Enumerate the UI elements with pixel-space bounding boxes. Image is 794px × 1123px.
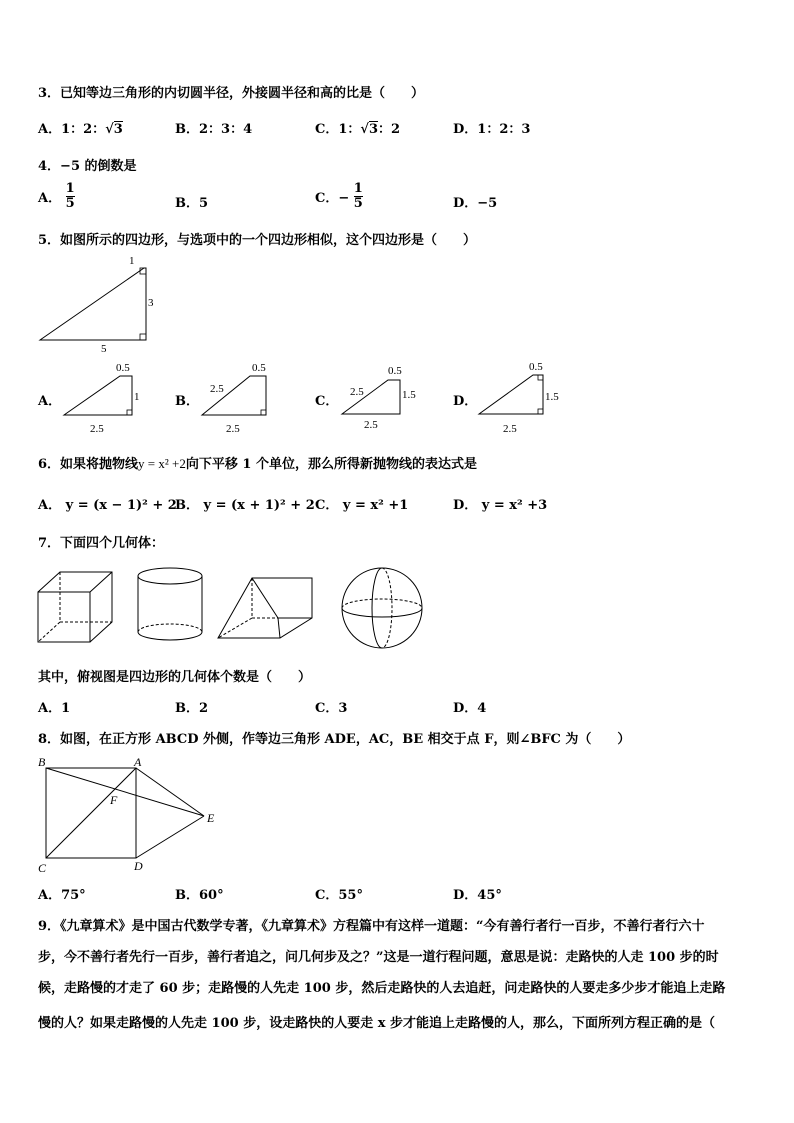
q5-b-top-label: 0.5 (252, 362, 266, 374)
q9-line-2: 步，今不善行者先行一百步，善行者追之，问几何步及之？”这是一道行程问题，意思是说：走路快的人走 100 步的时 (38, 950, 719, 965)
q8-option-d: D．45° (453, 888, 502, 903)
q6-option-d: D． y = x² +3 (453, 498, 548, 513)
point-d-label: D (134, 859, 143, 873)
q7-option-b: B．2 (175, 701, 209, 716)
q5-right-label: 3 (148, 297, 154, 309)
q3-option-c-post: ：2 (378, 122, 401, 137)
q4-stem: 4．−5 的倒数是 (38, 159, 137, 174)
q4-option-a-fraction (66, 182, 75, 211)
q5-a-top-label: 0.5 (116, 362, 130, 374)
q5-option-a-figure (60, 360, 150, 435)
q5-option-c-figure (338, 360, 438, 435)
q5-a-side-label: 1 (134, 391, 140, 403)
sqrt-icon: √ (105, 122, 114, 137)
q6-stem-pre: 6．如果将抛物线 (38, 457, 139, 472)
point-e-label: E (207, 811, 215, 825)
q4-option-a (38, 182, 75, 211)
cube-figure (36, 570, 116, 645)
q5-c-top-label: 0.5 (388, 365, 402, 377)
q3-option-d: D．1：2：3 (453, 122, 531, 137)
q7-option-d: D．4 (453, 701, 487, 716)
q3-option-a (38, 118, 123, 137)
q9-line-4: 慢的人？如果走路慢的人先走 100 步，设走路快的人要走 x 步才能追上走路慢的人，那么，下面所列方程正确的是（ (38, 1016, 715, 1031)
q5-option-d-label: D． (453, 394, 478, 409)
q3-stem: 3．已知等边三角形的内切圆半径，外接圆半径和高的比是（ ） (38, 86, 425, 101)
q5-option-c-label: C． (315, 394, 339, 409)
point-f-label: F (110, 793, 118, 807)
q7-question: 其中，俯视图是四边形的几何体个数是（ ） (38, 670, 312, 685)
q8-option-c: C．55° (315, 888, 363, 903)
q4-option-a-label: A． (38, 191, 62, 206)
q5-bottom-label: 5 (101, 343, 107, 355)
fraction-numerator: 1 (353, 181, 363, 196)
q8-option-a: A．75° (38, 888, 86, 903)
q3-option-c-pre: C．1： (315, 122, 361, 137)
q5-stem: 5．如图所示的四边形，与选项中的一个四边形相似，这个四边形是（ ） (38, 233, 477, 248)
cylinder-figure (136, 566, 208, 646)
q7-option-c: C．3 (315, 701, 348, 716)
q5-d-bottom-label: 2.5 (503, 423, 517, 435)
q9-line-1: 9．《九章算术》是中国古代数学专著，《九章算术》方程篇中有这样一道题：“今有善行者行一百步，不善行者行六十 (38, 919, 705, 934)
q5-d-top-label: 0.5 (529, 361, 543, 373)
q4-option-d: D．−5 (453, 196, 498, 211)
q5-c-slant-label: 2.5 (350, 386, 364, 398)
q6-option-b: B． y = (x + 1)² + 2 (175, 498, 315, 513)
q4-option-c-label: C．− (315, 191, 350, 206)
q3-option-c-radicand: 3 (368, 122, 378, 137)
fraction-denominator: 5 (353, 196, 363, 211)
q8-option-b: B．60° (175, 888, 224, 903)
q5-a-bottom-label: 2.5 (90, 423, 104, 435)
point-a-label: A (134, 755, 142, 769)
q6-option-c: C． y = x² +1 (315, 498, 409, 513)
q3-option-b: B．2：3：4 (175, 122, 253, 137)
q5-option-b-figure (198, 360, 288, 435)
q6-stem-post: 向下平移 1 个单位，那么所得新抛物线的表达式是 (185, 457, 477, 472)
q7-stem: 7．下面四个几何体： (38, 536, 165, 551)
q8-stem: 8．如图，在正方形 ABCD 外侧，作等边三角形 ADE，AC，BE 相交于点 F，则∠BFC 为（ ） (38, 732, 631, 747)
q8-figure (30, 752, 230, 874)
q5-main-figure (36, 252, 166, 355)
q6-option-a: A． y = (x − 1)² + 2 (38, 498, 177, 513)
sqrt-icon: √ (360, 122, 369, 137)
fraction-numerator: 1 (65, 181, 75, 196)
q5-d-side-label: 1.5 (545, 391, 559, 403)
q5-option-a-label: A． (38, 394, 62, 409)
q9-line-3: 候，走路慢的才走了 60 步；走路慢的人先走 100 步，然后走路快的人去追赶，问走路快的人要走多少步才能追上走路 (38, 981, 726, 996)
q5-c-bottom-label: 2.5 (364, 419, 378, 431)
sphere-figure (340, 566, 426, 650)
q6-stem (38, 453, 477, 472)
q6-stem-expr: y = x² +2 (138, 456, 186, 471)
q5-c-side-label: 1.5 (402, 389, 416, 401)
q5-b-slant-label: 2.5 (210, 383, 224, 395)
q3-option-a-radicand: 3 (113, 122, 123, 137)
q5-b-bottom-label: 2.5 (226, 423, 240, 435)
q4-option-c (315, 182, 363, 211)
q3-option-c (315, 118, 400, 137)
q4-option-c-fraction (354, 182, 363, 211)
q5-option-d-figure (475, 358, 575, 438)
point-b-label: B (38, 755, 46, 769)
point-c-label: C (38, 861, 47, 875)
q3-option-a-text: A．1：2： (38, 122, 106, 137)
q7-option-a: A．1 (38, 701, 71, 716)
q5-option-b-label: B． (175, 394, 199, 409)
prism-figure (216, 574, 316, 644)
fraction-denominator: 5 (65, 196, 75, 211)
q5-top-label: 1 (129, 255, 135, 267)
q4-option-b: B．5 (175, 196, 209, 211)
